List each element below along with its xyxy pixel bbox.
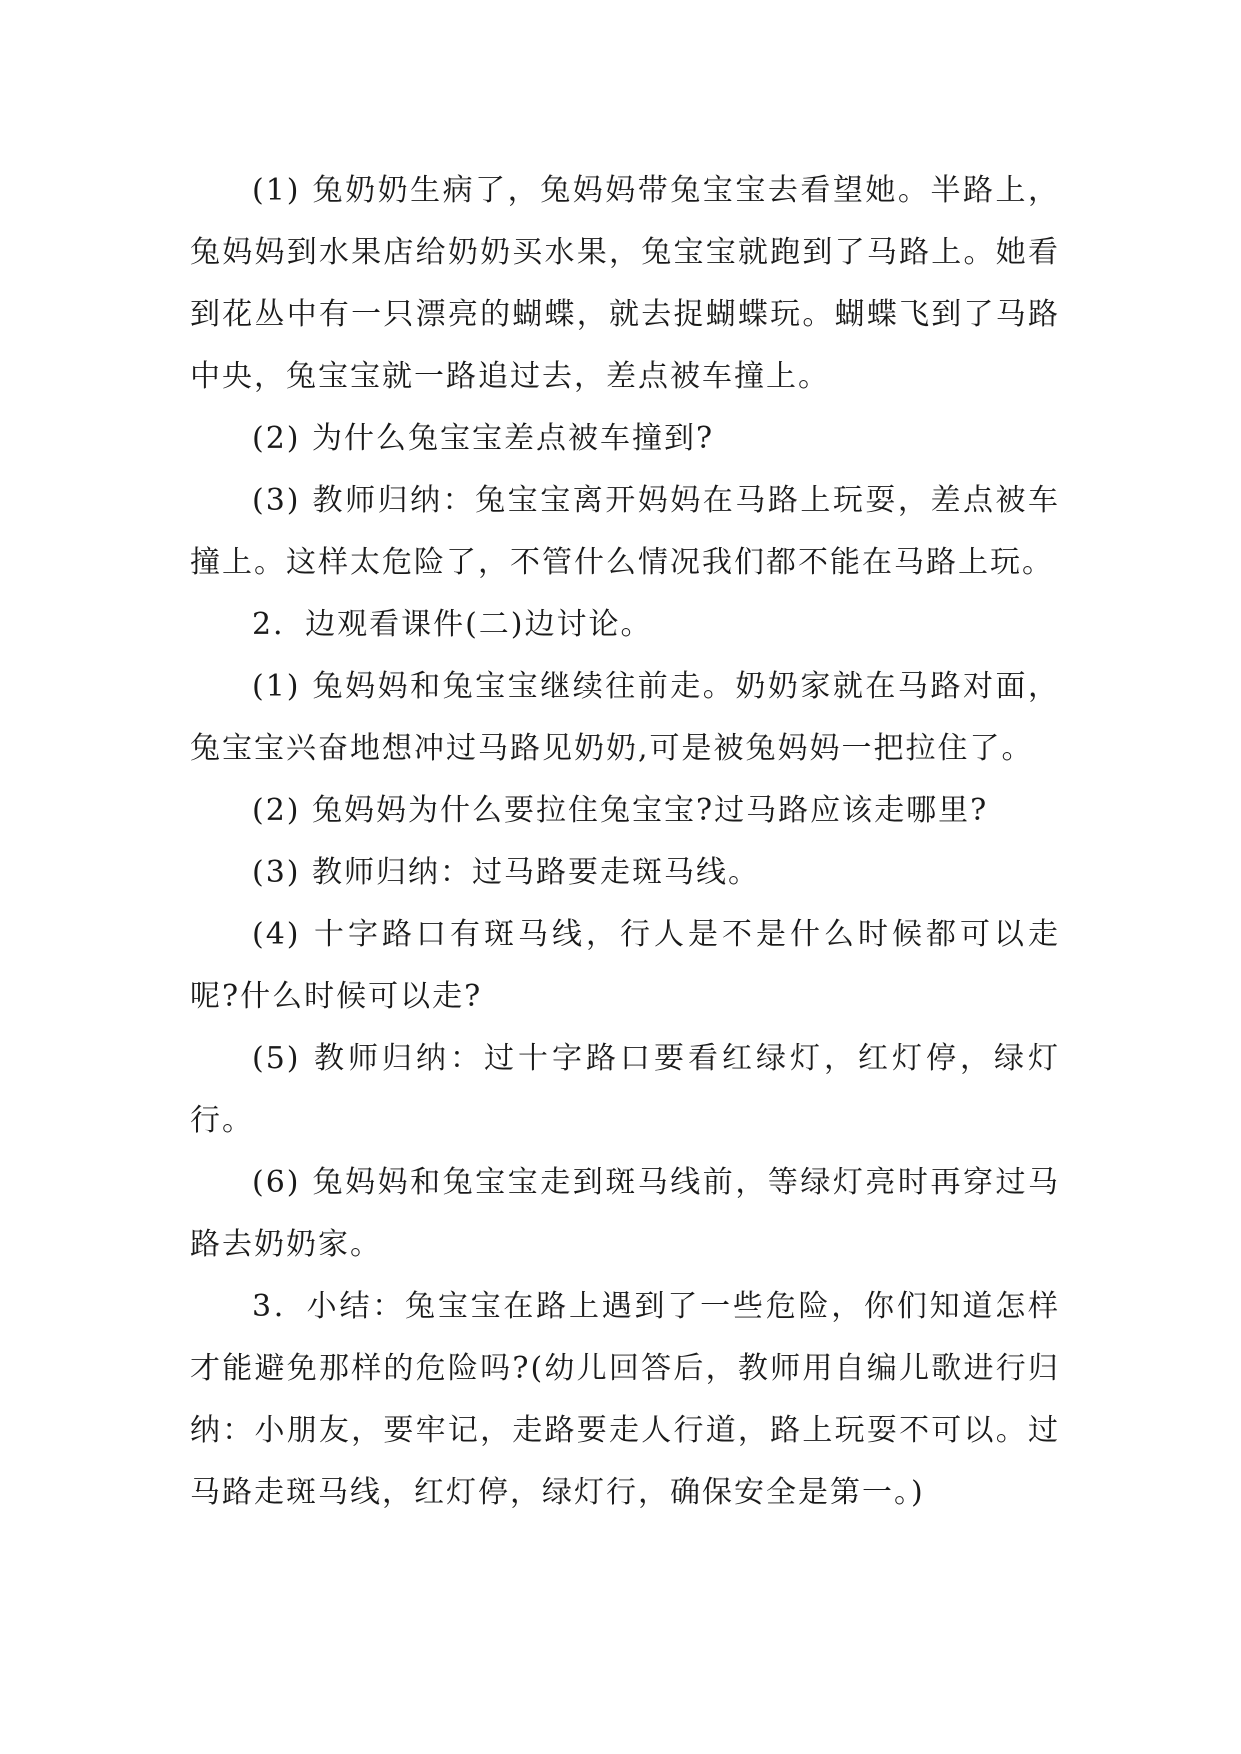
paragraph-3: (3) 教师归纳：兔宝宝离开妈妈在马路上玩耍，差点被车撞上。这样太危险了，不管什么情况我们都不能在马路上玩。 bbox=[190, 483, 1060, 580]
paragraph-5: (1) 兔妈妈和兔宝宝继续往前走。奶奶家就在马路对面，兔宝宝兴奋地想冲过马路见奶奶,可是被兔妈妈一把拉住了。 bbox=[190, 669, 1060, 766]
paragraph-2: (2) 为什么兔宝宝差点被车撞到? bbox=[252, 421, 715, 456]
paragraph-9: (5) 教师归纳：过十字路口要看红绿灯，红灯停，绿灯行。 bbox=[190, 1041, 1060, 1138]
paragraph-8: (4) 十字路口有斑马线，行人是不是什么时候都可以走呢?什么时候可以走? bbox=[190, 917, 1060, 1014]
paragraph-4: 2．边观看课件(二)边讨论。 bbox=[252, 607, 653, 642]
paragraph-1: (1) 兔奶奶生病了，兔妈妈带兔宝宝去看望她。半路上，兔妈妈到水果店给奶奶买水果，兔宝宝就跑到了马路上。她看到花丛中有一只漂亮的蝴蝶，就去捉蝴蝶玩。蝴蝶飞到了马路中央，兔宝宝就一路追过去，差点被车撞上。 bbox=[190, 173, 1060, 394]
paragraph-6: (2) 兔妈妈为什么要拉住兔宝宝?过马路应该走哪里? bbox=[252, 793, 989, 828]
paragraph-10: (6) 兔妈妈和兔宝宝走到斑马线前，等绿灯亮时再穿过马路去奶奶家。 bbox=[190, 1165, 1060, 1262]
paragraph-7: (3) 教师归纳：过马路要走斑马线。 bbox=[252, 855, 761, 890]
paragraph-11: 3．小结：兔宝宝在路上遇到了一些危险，你们知道怎样才能避免那样的危险吗?(幼儿回答后，教师用自编儿歌进行归纳：小朋友，要牢记，走路要走人行道，路上玩耍不可以。过马路走斑马线，红灯停，绿灯行，确保安全是第一。) bbox=[190, 1289, 1060, 1510]
document-page bbox=[190, 160, 1060, 1524]
